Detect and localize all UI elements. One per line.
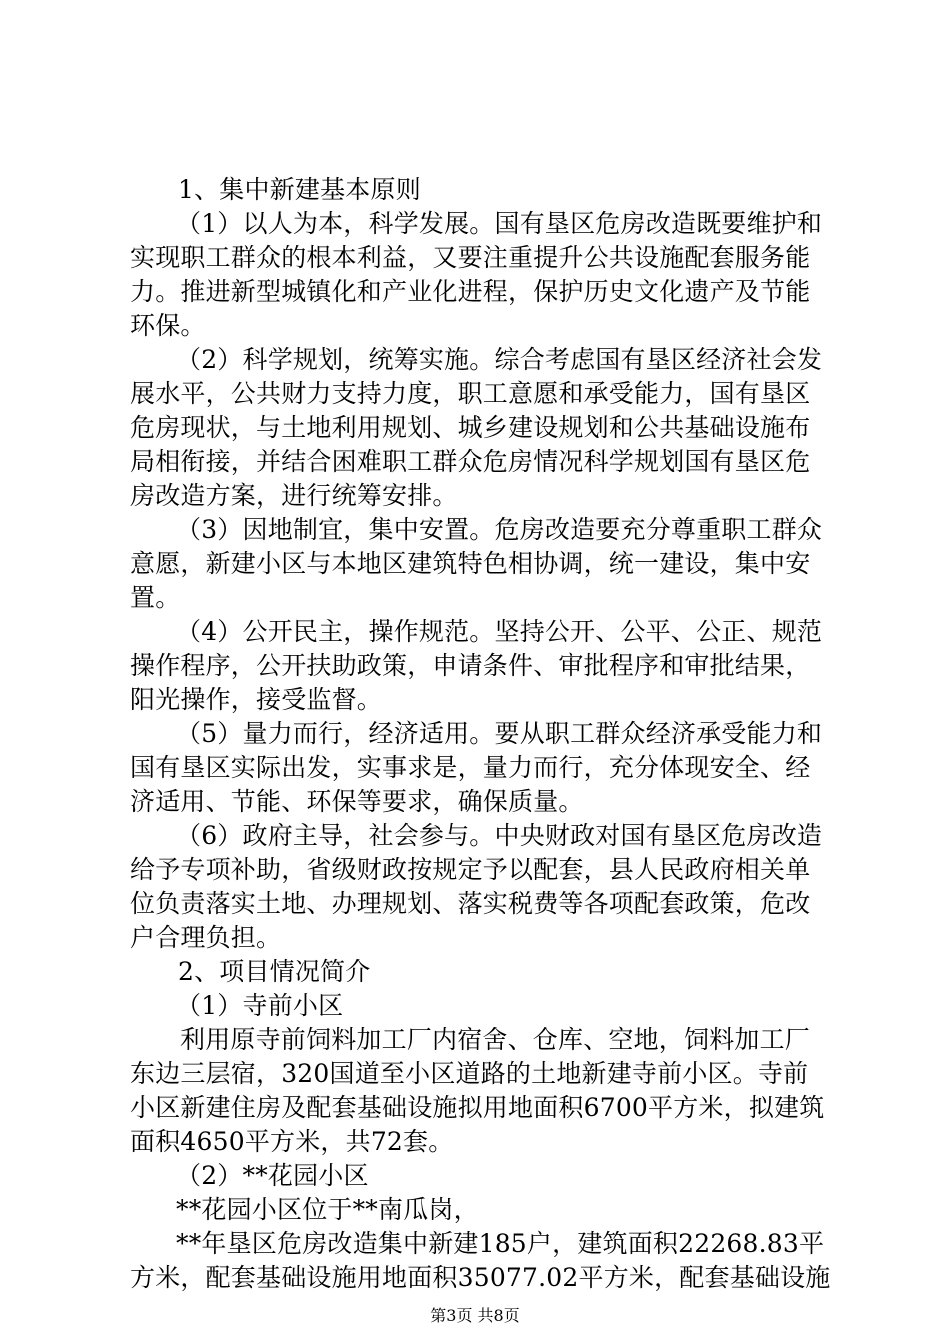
paragraph-line: 操作程序，公开扶助政策，申请条件、审批程序和审批结果， [130,651,811,680]
subsection-heading: （1）寺前小区 [176,991,344,1020]
paragraph-line: 位负责落实土地、办理规划、落实税费等各项配套政策，危改 [130,889,811,918]
paragraph-line: （2）科学规划，统筹实施。综合考虑国有垦区经济社会发 [176,345,823,374]
paragraph-line: 给予专项补助，省级财政按规定予以配套，县人民政府相关单 [130,855,811,884]
paragraph-line: 展水平，公共财力支持力度，职工意愿和承受能力，国有垦区 [130,379,811,408]
paragraph-line: 环保。 [130,311,206,340]
paragraph-line: 置。 [130,583,181,612]
paragraph-line: （4）公开民主，操作规范。坚持公开、公平、公正、规范 [176,617,823,646]
paragraph-line: （1）以人为本，科学发展。国有垦区危房改造既要维护和 [176,209,823,238]
paragraph-line: 利用原寺前饲料加工厂内宿舍、仓库、空地，饲料加工厂 [180,1025,811,1054]
page-footer: 第3页 共8页 [430,1306,520,1325]
paragraph-line: 面积4650平方米，共72套。 [130,1127,454,1156]
paragraph-line: 意愿，新建小区与本地区建筑特色相协调，统一建设，集中安 [130,549,811,578]
paragraph-line: 国有垦区实际出发，实事求是，量力而行，充分体现安全、经 [130,753,811,782]
paragraph-line: 东边三层宿，320国道至小区道路的土地新建寺前小区。寺前 [130,1059,809,1088]
paragraph-line: （6）政府主导，社会参与。中央财政对国有垦区危房改造 [176,821,823,850]
paragraph-line: 户合理负担。 [130,923,282,952]
paragraph-line: 济适用、节能、环保等要求，确保质量。 [130,787,584,816]
paragraph-line: （3）因地制宜，集中安置。危房改造要充分尊重职工群众 [176,515,823,544]
section-heading-2: 2、项目情况简介 [178,957,371,986]
paragraph-line: 力。推进新型城镇化和产业化进程，保护历史文化遗产及节能 [130,277,811,306]
paragraph-line: 小区新建住房及配套基础设施拟用地面积6700平方米，拟建筑 [130,1093,825,1122]
paragraph-line: 局相衔接，并结合困难职工群众危房情况科学规划国有垦区危 [130,447,811,476]
paragraph-line: 方米，配套基础设施用地面积35077.02平方米，配套基础设施 [130,1263,831,1292]
paragraph-line: **花园小区位于**南瓜岗， [176,1195,479,1224]
section-heading-1: 1、集中新建基本原则 [178,175,421,204]
subsection-heading: （2）**花园小区 [176,1161,369,1190]
paragraph-line: 实现职工群众的根本利益，又要注重提升公共设施配套服务能 [130,243,811,272]
paragraph-line: （5）量力而行，经济适用。要从职工群众经济承受能力和 [176,719,823,748]
paragraph-line: 阳光操作，接受监督。 [130,685,383,714]
paragraph-line: 房改造方案，进行统筹安排。 [130,481,458,510]
paragraph-line: 危房现状，与土地利用规划、城乡建设规划和公共基础设施布 [130,413,811,442]
paragraph-line: **年垦区危房改造集中新建185户，建筑面积22268.83平 [176,1229,825,1258]
